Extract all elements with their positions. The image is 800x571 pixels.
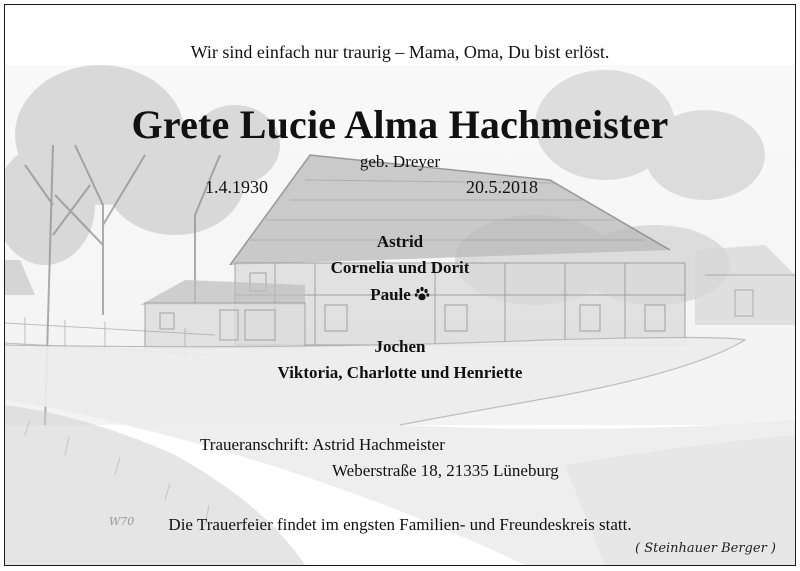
mourner-pet-line bbox=[5, 285, 795, 307]
mourner-name: Cornelia und Dorit bbox=[330, 258, 470, 277]
motto: Wir sind einfach nur traurig – Mama, Oma, Du bist erlöst. bbox=[190, 42, 610, 62]
death-date: 20.5.2018 bbox=[466, 177, 538, 197]
obituary-notice bbox=[4, 4, 796, 566]
mourning-address-line: Traueranschrift: Astrid Hachmeister bbox=[200, 435, 445, 454]
funeral-note: Die Trauerfeier findet im engsten Familien- und Freundeskreis statt. bbox=[168, 515, 632, 534]
deceased-name: Grete Lucie Alma Hachmeister bbox=[131, 102, 669, 147]
mourner-name: Paule bbox=[370, 285, 411, 304]
birth-date: 1.4.1930 bbox=[205, 177, 268, 197]
artist-monogram: W70 bbox=[109, 515, 135, 528]
paw-print-icon bbox=[414, 286, 430, 307]
mourning-address-street: Weberstraße 18, 21335 Lüneburg bbox=[332, 461, 559, 480]
publisher-signature: ( Steinhauer Berger ) bbox=[635, 541, 776, 556]
birth-name: geb. Dreyer bbox=[359, 152, 441, 171]
mourner-name: Jochen bbox=[374, 337, 426, 356]
mourner-name: Viktoria, Charlotte und Henriette bbox=[277, 363, 523, 382]
mourner-name: Astrid bbox=[376, 232, 424, 251]
